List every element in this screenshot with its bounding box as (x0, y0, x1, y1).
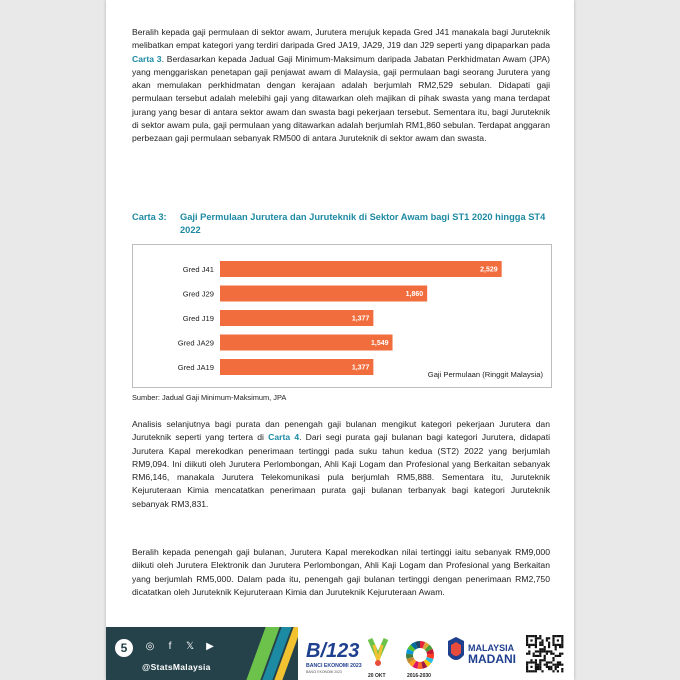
paragraph-text: Beralih kepada gaji permulaan di sektor awam, Jurutera merujuk kepada Gred J41 manakala bagi Juruteknik melibatkan empat kategori yang terdiri daripada Gred JA19, JA29, J19 dan J29 seperti yang dipaparkan pada (132, 27, 550, 51)
category-label: Gred J41 (182, 264, 214, 274)
value-label: 1,549 (370, 340, 389, 348)
madani-line1: MALAYSIA (468, 643, 515, 653)
chart-reference-link[interactable]: Carta 4 (268, 432, 300, 443)
paragraph-text: . Berdasarkan kepada Jadual Gaji Minimum-Maksimum daripada Jabatan Perkhidmatan Awam (JPA) yang menggariskan penetapan gaji penjawat awam di Malaysia, gaji permulaan bagi seorang Jurutera yang akan memulakan perkhidmatan dengan kerajaan adalah berjumlah RM2,529 sebulan. Didapati gaji permulaan tersebut adalah melebihi gaji yang ditawarkan oleh majikan di pihak swasta yang mana terdapat jurang yang besar di antara sektor awam dan swasta bagi pekerjaan tersebut. Sementara itu, bagi Juruteknik di sektor awam pula, gaji permulaan yang ditawarkan adalah berjumlah RM1,860 sebulan. Terdapat anggaran perbezaan gaji permulaan sebanyak RM500 di antara Juruteknik di sektor awam dan swasta. (132, 53, 550, 144)
paragraph-text: Analisis selanjutnya bagi purata dan penengah gaji bulanan mengikut kategori pekerjaan Jurutera dan Juruteknik seperti yang tertera di (132, 419, 550, 443)
chart-source: Sumber: Jadual Gaji Minimum-Maksimum, JPA (132, 393, 287, 402)
qr-code-icon[interactable] (524, 633, 565, 674)
facebook-icon[interactable]: f (168, 641, 172, 652)
value-label: 1,377 (351, 315, 370, 323)
x-axis-label: Gaji Permulaan (Ringgit Malaysia) (427, 370, 543, 379)
bar-chart (132, 244, 552, 388)
twitter-icon[interactable]: 𝕏 (185, 641, 195, 652)
paragraph-average-salary (132, 418, 550, 511)
paragraph-text: . Dari segi purata gaji bulanan bagi kategori Jurutera, didapati Jurutera Kapal merekodkan penerimaan tertinggi pada suku tahun kedua (ST2) 2022 yang berjumlah RM9,094. Ini diikuti oleh Jurutera Perlombongan, Ahli Kaji Logam dan Profesional yang Berkaitan sebanyak RM6,146, manakala Jurutera Telekomunikasi pula berjumlah RM5,888. Sementara itu, Juruteknik Kejuruteraan Kimia mencatatkan penerimaan purata gaji bulanan terbanyak bagi kategori Juruteknik sebanyak RM3,831. (132, 432, 550, 509)
logo-panel (298, 627, 574, 680)
value-label: 2,529 (480, 266, 498, 274)
footer-banner (106, 627, 574, 680)
youtube-icon[interactable]: ▶ (206, 641, 214, 652)
chart-canvas (133, 245, 551, 387)
caption-title: Gaji Permulaan Jurutera dan Juruteknik di Sektor Awam bagi ST1 2020 hingga ST4 2022 (180, 212, 546, 235)
value-label: 1,377 (351, 364, 370, 372)
paragraph-public-sector (132, 26, 550, 146)
census-emblem-icon (368, 639, 386, 679)
madani-line2: MADANI (468, 652, 516, 666)
document-page (106, 0, 574, 680)
category-label: Gred J29 (182, 289, 214, 299)
chart-reference-link[interactable]: Carta 3 (132, 53, 162, 64)
value-label: 1,860 (405, 291, 424, 299)
banci-subtitle: BANCI EKONOMI 2023 (306, 670, 342, 674)
page-number: 5 (115, 639, 133, 657)
social-handle[interactable]: @StatsMalaysia (142, 662, 211, 672)
paragraph-median-salary: Beralih kepada penengah gaji bulanan, Jurutera Kapal merekodkan nilai tertinggi iaitu sebanyak RM9,000 diikuti oleh Jurutera Elektronik dan Jurutera Perlombongan, Ahli Kaji Logam dan Profesional yang Berkaitan yang berjumlah RM5,000. Dalam pada itu, penengah gaji bulanan tertinggi dengan penerimaan RM2,750 dicatatkan oleh Juruteknik Kejuruteraan Kimia dan Juruteknik Kejuruteraan Awam. (132, 547, 550, 597)
category-label: Gred JA29 (177, 338, 214, 348)
banci-ekonomi-logo (306, 640, 362, 674)
category-label: Gred J19 (182, 313, 214, 323)
instagram-icon[interactable]: ◎ (145, 641, 155, 652)
svg-text:B/123: B/123 (306, 640, 360, 662)
sdg-years: 2016-2030 (407, 673, 431, 679)
bar (220, 286, 427, 302)
sdg-wheel-icon (406, 641, 434, 679)
partner-logos (298, 627, 574, 680)
malaysia-madani-logo (448, 637, 516, 666)
banci-title: BANCI EKONOMI 2023 (306, 663, 362, 669)
date-label: 20 OKT (368, 673, 386, 679)
bar (220, 359, 373, 375)
bar (220, 261, 502, 277)
bar (220, 335, 393, 351)
category-label: Gred JA19 (177, 362, 214, 372)
caption-number: Carta 3: (132, 212, 167, 222)
bar (220, 310, 373, 326)
